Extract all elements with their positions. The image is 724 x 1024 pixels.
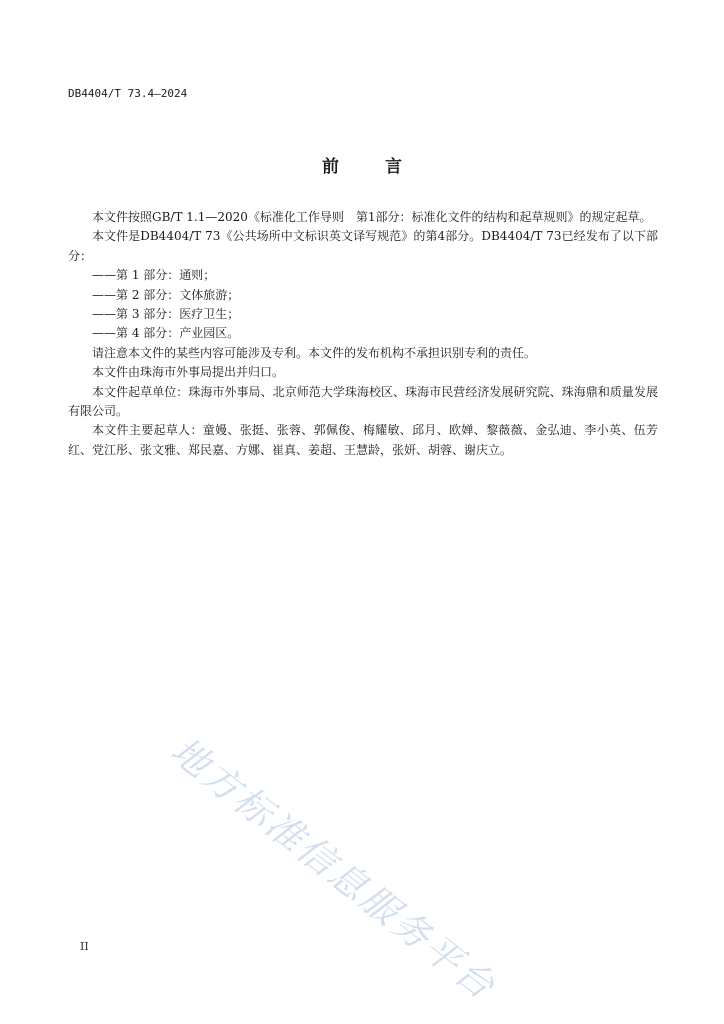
list-item-part-1: ——第 1 部分：通则；: [92, 268, 216, 283]
document-code: DB4404/T 73.4—2024: [68, 87, 188, 100]
paragraph-series-info: 本文件是DB4404/T 73《公共场所中文标识英文译写规范》的第4部分。DB4404/T 73已经发布了以下部分：: [68, 229, 658, 263]
watermark: 地方标准信息服务平台: [162, 728, 505, 1009]
page-title: [0, 152, 724, 177]
paragraph-proposer: 本文件由珠海市外事局提出并归口。: [92, 365, 285, 380]
paragraph-drafters: 本文件主要起草人：童嫚、张挺、张蓉、郭佩俊、梅耀敏、邱月、欧婵、黎薇薇、金弘迪、李小英、伍芳红、党江彤、张文雅、郑民嘉、方娜、崔真、姜超、王慧龄，张妍、胡蓉、谢庆立。: [68, 423, 658, 457]
list-item-part-3: ——第 3 部分：医疗卫生；: [92, 307, 240, 322]
title-char-2: 言: [385, 157, 402, 177]
page-number: II: [80, 940, 89, 953]
list-item-part-2: ——第 2 部分：文体旅游；: [92, 287, 240, 302]
paragraph-drafting-units: 本文件起草单位：珠海市外事局、北京师范大学珠海校区、珠海市民营经济发展研究院、珠海鼎和质量发展有限公司。: [68, 384, 658, 419]
paragraph-patent-notice: 请注意本文件的某些内容可能涉及专利。本文件的发布机构不承担识别专利的责任。: [92, 345, 537, 360]
title-char-1: 前: [322, 157, 339, 177]
foreword-body: [68, 208, 658, 460]
list-item-part-4: ——第 4 部分：产业园区。: [92, 326, 240, 341]
paragraph-drafting-rules: 本文件按照GB/T 1.1—2020《标准化工作导则 第1部分：标准化文件的结构和起草规则》的规定起草。: [92, 210, 652, 224]
